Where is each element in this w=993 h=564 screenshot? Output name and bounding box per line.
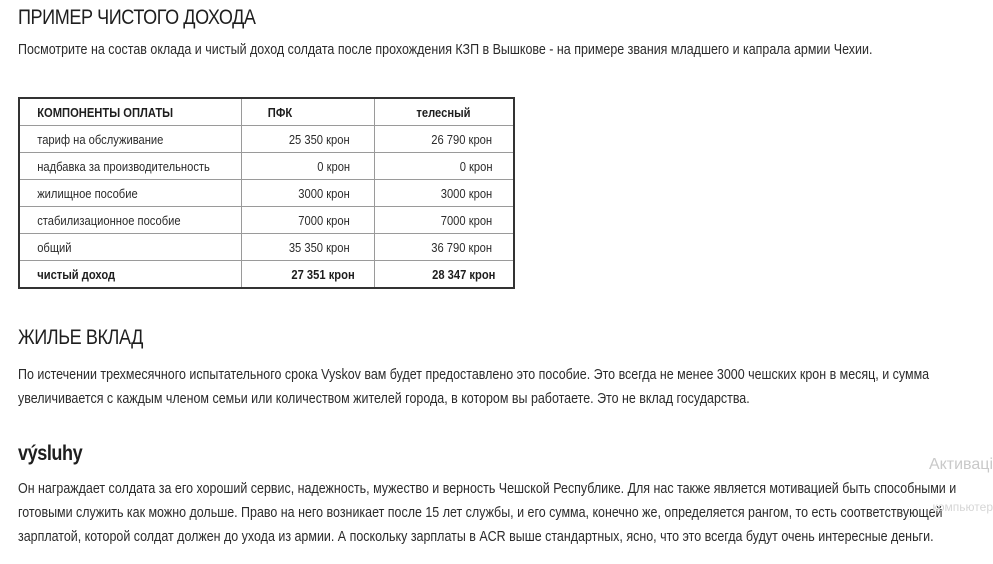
section-heading-service: výsluhy [18,442,83,465]
housing-paragraph [18,363,929,411]
section-heading-housing: ЖИЛЬЕ ВКЛАД [18,326,143,349]
table-cell: тариф на обслуживание [19,126,241,153]
table-cell: 3000 крон [241,180,374,207]
table-cell: 26 790 крон [374,126,514,153]
table-cell: 25 350 крон [241,126,374,153]
intro-paragraph: Посмотрите на состав оклада и чистый доход солдата после прохождения КЗП в Вышкове - на примере звания младшего и капрала армии Чехии. [18,42,873,58]
column-header: ПФК [241,98,374,126]
text-line: увеличивается с каждым членом семьи или количеством жителей города, в котором вы работаете. Это не вклад государства. [18,391,750,407]
windows-activation-subtext: компьютер [932,500,993,514]
table-cell: чистый доход [19,261,241,289]
page-title: ПРИМЕР ЧИСТОГО ДОХОДА [18,6,256,29]
text-line: зарплатой, которой солдат должен до ухода из армии. А поскольку зарплаты в ACR выше стандартных, ясно, что это всегда будут очень интересные деньги. [18,529,934,545]
table-cell: 35 350 крон [241,234,374,261]
table-cell: стабилизационное пособие [19,207,241,234]
table-cell: 36 790 крон [374,234,514,261]
table-cell: жилищное пособие [19,180,241,207]
text-line: готовыми служить как можно дольше. Право на него возникает после 15 лет службы, и его сумма, конечно же, определяется рангом, то есть соответствующей [18,505,943,521]
table-cell: 0 крон [241,153,374,180]
table-total-row [19,261,514,289]
table-cell: 0 крон [374,153,514,180]
table-cell: общий [19,234,241,261]
table-cell: 7000 крон [374,207,514,234]
table-cell: 3000 крон [374,180,514,207]
column-header: КОМПОНЕНТЫ ОПЛАТЫ [19,98,241,126]
table-row [19,126,514,153]
table-cell: надбавка за производительность [19,153,241,180]
table-row [19,153,514,180]
table-row [19,234,514,261]
windows-activation-watermark: Активаці [928,456,993,473]
table-row [19,207,514,234]
table-header-row [19,98,514,126]
text-line: Он награждает солдата за его хороший сервис, надежность, мужество и верность Чешской Республике. Для нас также является мотивацией быть способными и [18,481,957,497]
text-line: По истечении трехмесячного испытательного срока Vyskov вам будет предоставлено это пособие. Это всегда не менее 3000 чешских крон в месяц, и сумма [18,367,930,383]
column-header: телесный [374,98,514,126]
table-cell: 7000 крон [241,207,374,234]
table-row [19,180,514,207]
table-cell: 28 347 крон [374,261,514,289]
table-cell: 27 351 крон [241,261,374,289]
service-paragraph [18,477,956,549]
salary-table [18,97,515,289]
